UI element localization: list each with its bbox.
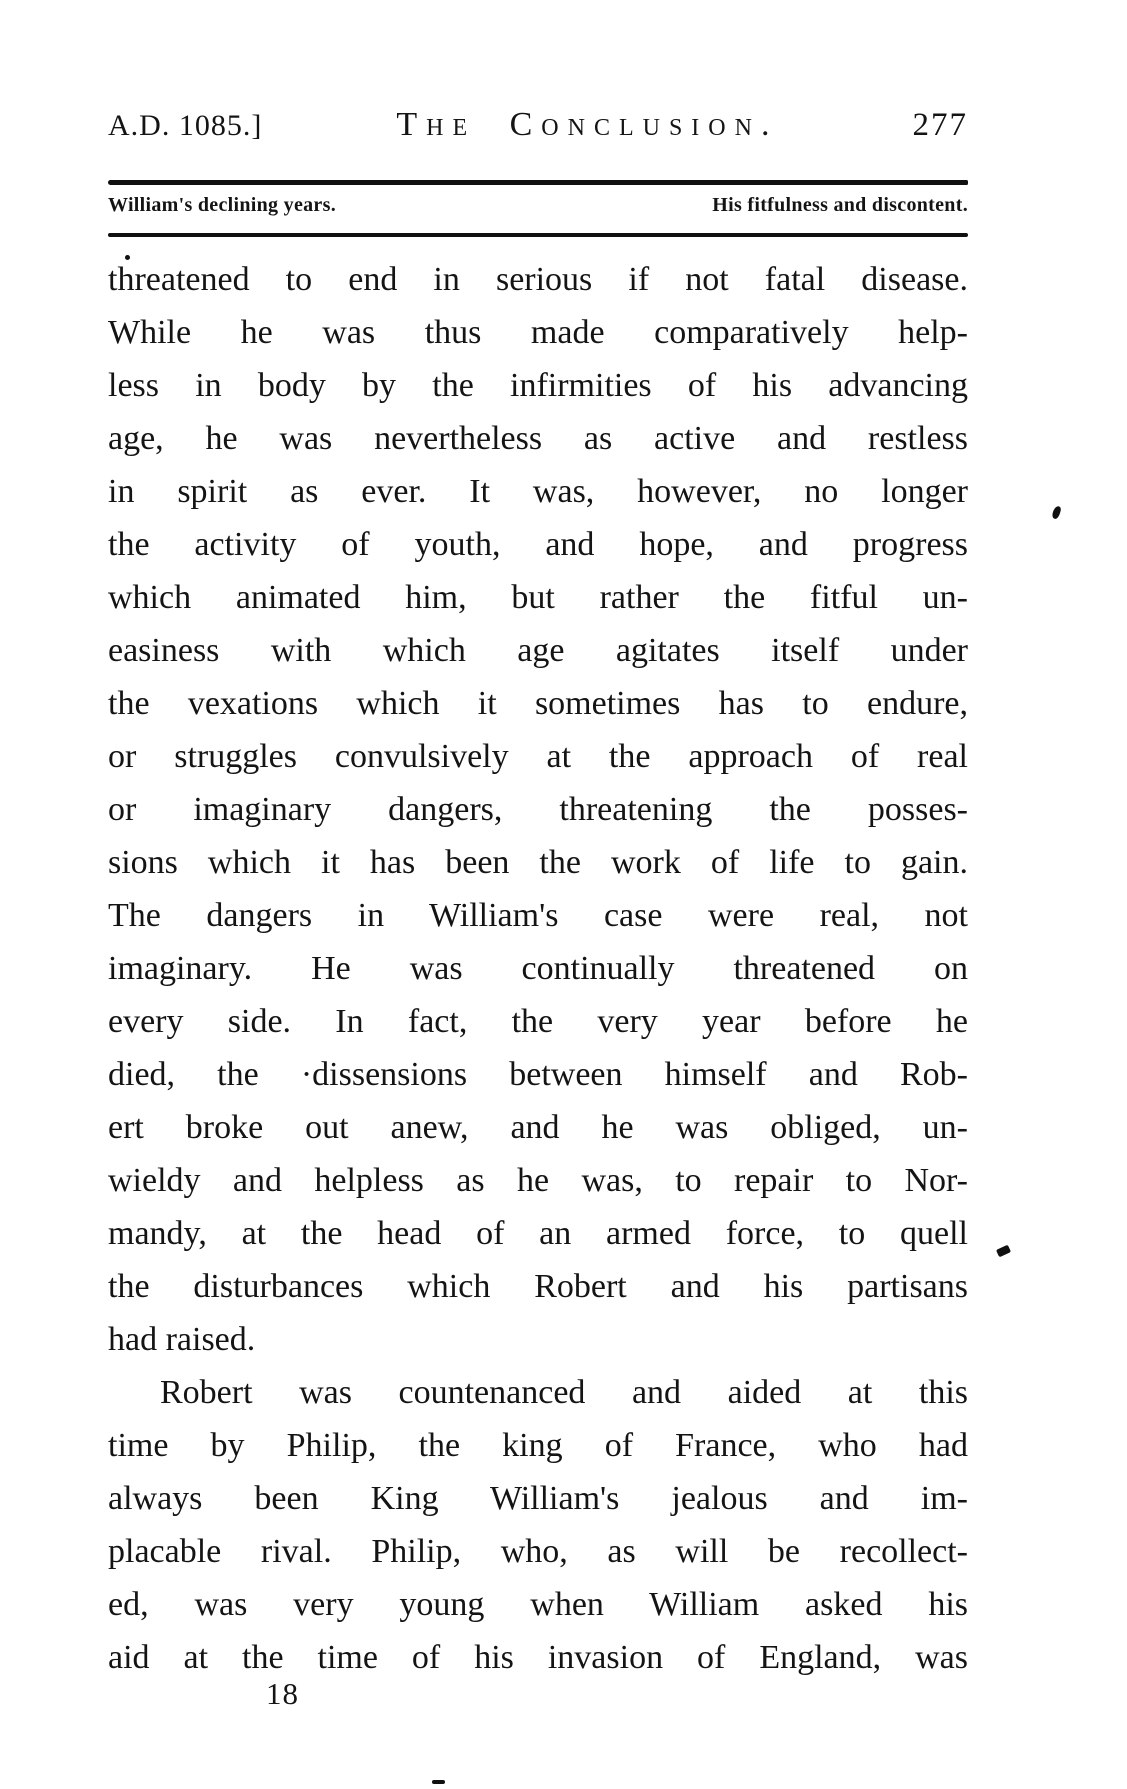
text-line: wieldy and helpless as he was, to repair to Nor- (108, 1162, 968, 1199)
running-heads (108, 194, 968, 217)
text-line: aid at the time of his invasion of England, was (108, 1639, 968, 1676)
signature-mark: 18 (266, 1676, 299, 1711)
chapter-title: The Conclusion. (396, 106, 779, 143)
text-line: sions which it has been the work of life to gain. (108, 844, 968, 881)
page-number: 277 (912, 107, 968, 143)
text-line: or imaginary dangers, threatening the posses- (108, 791, 968, 828)
ink-speck-right-margin-lower (996, 1245, 1011, 1258)
text-line: always been King William's jealous and im- (108, 1480, 968, 1517)
text-line: in spirit as ever. It was, however, no longer (108, 473, 968, 510)
text-line: Robert was countenanced and aided at this (160, 1374, 968, 1411)
running-head-left: William's declining years. (108, 194, 336, 216)
text-line: ert broke out anew, and he was obliged, un- (108, 1109, 968, 1146)
text-line: time by Philip, the king of France, who had (108, 1427, 968, 1464)
header-rule-bottom (108, 233, 968, 237)
text-line: mandy, at the head of an armed force, to quell (108, 1215, 968, 1252)
running-head-right: His fitfulness and discontent. (712, 194, 968, 216)
text-line: the disturbances which Robert and his partisans (108, 1268, 968, 1305)
text-line: had raised. (108, 1321, 256, 1358)
era-label: A.D. 1085.] (108, 109, 263, 142)
text-line: age, he was nevertheless as active and restless (108, 420, 968, 457)
text-line: died, the ·dissensions between himself and Rob- (108, 1056, 968, 1093)
text-line: the vexations which it sometimes has to endure, (108, 685, 968, 722)
book-page-content (108, 0, 968, 1712)
text-line: ed, was very young when William asked his (108, 1586, 968, 1623)
text-line: the activity of youth, and hope, and progress (108, 526, 968, 563)
text-line: While he was thus made comparatively help- (108, 314, 968, 351)
text-line: placable rival. Philip, who, as will be recollect- (108, 1533, 968, 1570)
text-line: easiness with which age agitates itself under (108, 632, 968, 669)
text-line: threatened to end in serious if not fatal disease. (108, 261, 968, 298)
ink-speck-bottom (432, 1780, 445, 1784)
ink-speck-above-first-line (125, 255, 130, 260)
header-rule-top (108, 180, 968, 185)
body-text (108, 253, 968, 1684)
text-line: which animated him, but rather the fitful un- (108, 579, 968, 616)
text-line: imaginary. He was continually threatened on (108, 950, 968, 987)
text-line: The dangers in William's case were real, not (108, 897, 968, 934)
ink-speck-right-margin-upper (1051, 505, 1062, 520)
text-line: every side. In fact, the very year before he (108, 1003, 968, 1040)
page-header (108, 106, 968, 144)
text-line: less in body by the infirmities of his advancing (108, 367, 968, 404)
text-line: or struggles convulsively at the approach of real (108, 738, 968, 775)
